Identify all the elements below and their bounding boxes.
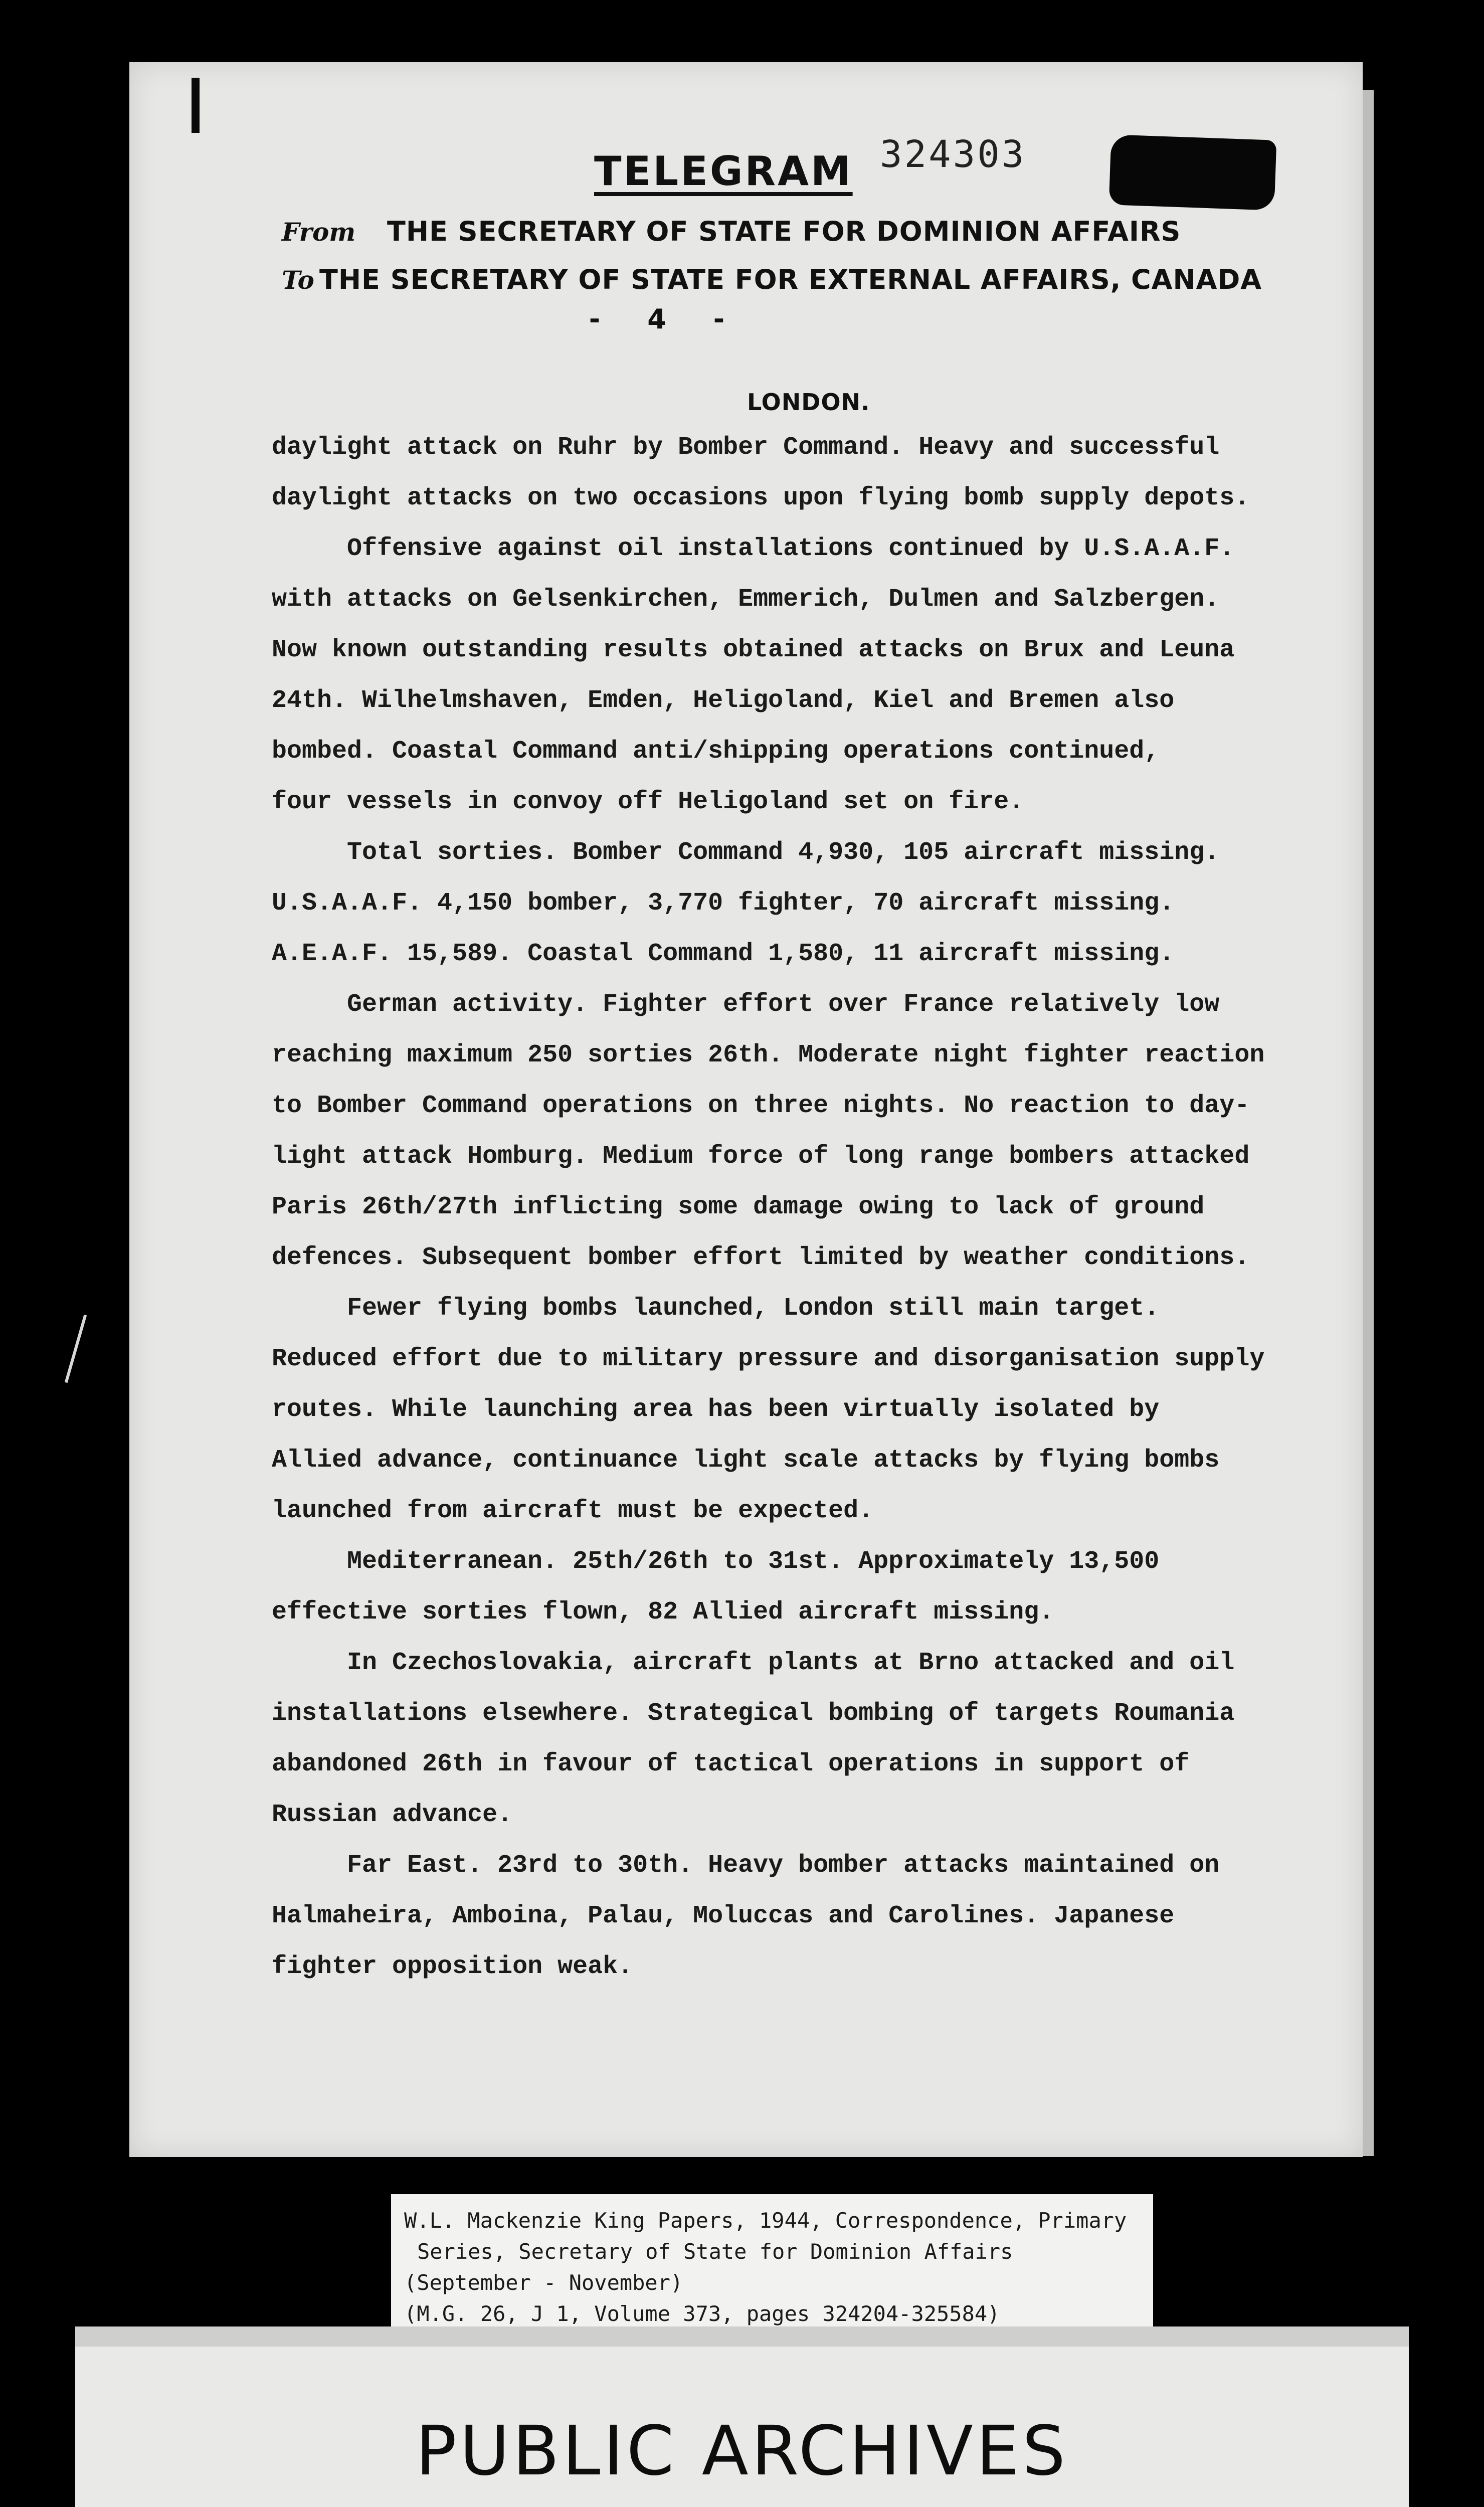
page-edge-mark <box>192 78 200 133</box>
archive-card-edge <box>75 2326 1409 2347</box>
from-line <box>282 216 1181 247</box>
body-line: U.S.A.A.F. 4,150 bomber, 3,770 fighter, 70 aircraft missing. <box>272 889 1175 918</box>
citation-line: (September - November) <box>404 2270 683 2295</box>
body-line: reaching maximum 250 sorties 26th. Moderate night fighter reaction <box>272 1041 1265 1069</box>
body-line: Mediterranean. 25th/26th to 31st. Approximately 13,500 <box>347 1547 1160 1576</box>
body-line: routes. While launching area has been virtually isolated by <box>272 1395 1160 1424</box>
body-line: German activity. Fighter effort over France relatively low <box>347 990 1220 1019</box>
body-line: to Bomber Command operations on three nights. No reaction to day- <box>272 1092 1250 1120</box>
body-line: In Czechoslovakia, aircraft plants at Brno attacked and oil <box>347 1649 1235 1677</box>
to-label: To <box>282 265 314 295</box>
citation-line: Series, Secretary of State for Dominion Affairs <box>417 2239 1013 2264</box>
redaction-block <box>1109 134 1277 210</box>
from-label: From <box>282 217 356 247</box>
telegram-title: TELEGRAM <box>594 148 853 195</box>
body-line: daylight attacks on two occasions upon flying bomb supply depots. <box>272 484 1250 512</box>
body-line: Fewer flying bombs launched, London still main target. <box>347 1294 1160 1323</box>
document-number: 324303 <box>880 133 1026 176</box>
to-line <box>282 264 1262 295</box>
citation-label <box>391 2194 1153 2340</box>
place-of-origin: LONDON. <box>747 389 870 416</box>
body-line: light attack Homburg. Medium force of long range bombers attacked <box>272 1142 1250 1171</box>
body-line: Offensive against oil installations continued by U.S.A.A.F. <box>347 534 1235 563</box>
to-text: THE SECRETARY OF STATE FOR EXTERNAL AFFAIRS, CANADA <box>319 264 1262 295</box>
body-line: fighter opposition weak. <box>272 1952 633 1981</box>
page-number: - 4 - <box>589 303 725 335</box>
body-line: Allied advance, continuance light scale attacks by flying bombs <box>272 1446 1220 1475</box>
body-line: 24th. Wilhelmshaven, Emden, Heligoland, Kiel and Bremen also <box>272 686 1175 715</box>
body-line: installations elsewhere. Strategical bombing of targets Roumania <box>272 1699 1235 1728</box>
body-line: Total sorties. Bomber Command 4,930, 105 aircraft missing. <box>347 838 1220 867</box>
body-line: daylight attack on Ruhr by Bomber Command. Heavy and successful <box>272 433 1220 462</box>
telegram-body <box>272 422 1315 1992</box>
body-line: Halmaheira, Amboina, Palau, Moluccas and Carolines. Japanese <box>272 1902 1175 1930</box>
body-line: Far East. 23rd to 30th. Heavy bomber attacks maintained on <box>347 1851 1220 1880</box>
body-line: A.E.A.F. 15,589. Coastal Command 1,580, 11 aircraft missing. <box>272 940 1175 968</box>
from-text: THE SECRETARY OF STATE FOR DOMINION AFFAIRS <box>387 216 1181 247</box>
scratch-mark <box>65 1315 87 1383</box>
body-line: bombed. Coastal Command anti/shipping operations continued, <box>272 737 1160 766</box>
body-line: Paris 26th/27th inflicting some damage owing to lack of ground <box>272 1193 1205 1221</box>
citation-line: (M.G. 26, J 1, Volume 373, pages 324204-325584) <box>404 2301 1000 2326</box>
archive-name-english: PUBLIC ARCHIVES <box>415 2412 1069 2491</box>
citation-line: W.L. Mackenzie King Papers, 1944, Correspondence, Primary <box>404 2208 1127 2233</box>
body-line: with attacks on Gelsenkirchen, Emmerich, Dulmen and Salzbergen. <box>272 585 1220 614</box>
body-line: Reduced effort due to military pressure and disorganisation supply <box>272 1345 1265 1373</box>
body-line: Russian advance. <box>272 1801 513 1829</box>
body-line: abandoned 26th in favour of tactical operations in support of <box>272 1750 1190 1778</box>
body-line: effective sorties flown, 82 Allied aircraft missing. <box>272 1598 1054 1627</box>
body-line: four vessels in convoy off Heligoland set on fire. <box>272 788 1024 816</box>
body-line: launched from aircraft must be expected. <box>272 1497 874 1525</box>
body-line: defences. Subsequent bomber effort limited by weather conditions. <box>272 1243 1250 1272</box>
body-line: Now known outstanding results obtained attacks on Brux and Leuna <box>272 636 1235 664</box>
